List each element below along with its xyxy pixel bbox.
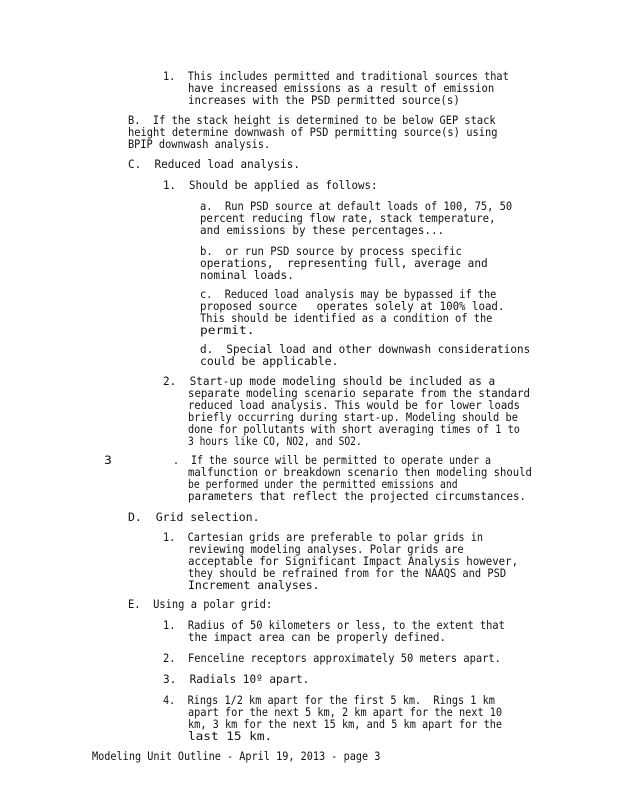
text-line: be performed under the permitted emissions and [188, 477, 458, 491]
text-line: malfunction or breakdown scenario then modeling should [188, 465, 532, 479]
text-line: have increased emissions as a result of emission [188, 81, 495, 95]
text-line: This should be identified as a condition of the [200, 311, 493, 325]
text-line: briefly occurring during start-up. Modeling should be [188, 410, 518, 424]
text-line: separate modeling scenario separate from the standard [188, 386, 530, 400]
text-line: 3. Radials 10º apart. [163, 672, 310, 686]
text-line: proposed source operates solely at 100% load. [200, 299, 505, 313]
text-line: 4. Rings 1/2 km apart for the first 5 km. Rings 1 km [163, 693, 495, 707]
text-line: Increment analyses. [188, 578, 320, 592]
text-line: the impact area can be properly defined. [188, 630, 446, 644]
text-line: d. Special load and other downwash considerations [200, 342, 531, 356]
item-number: 3 [104, 453, 112, 467]
text-line: permit. [200, 323, 255, 337]
section-heading: D. Grid selection. [128, 510, 260, 524]
text-line: 1. This includes permitted and traditional sources that [163, 69, 509, 83]
text-line: height determine downwash of PSD permitting source(s) using [128, 125, 498, 139]
text-line: 2. Start-up mode modeling should be included as a [163, 374, 496, 388]
text-line: b. or run PSD source by process specific [200, 244, 462, 258]
text-line: done for pollutants with short averaging times of 1 to [188, 422, 520, 436]
section-heading: C. Reduced load analysis. [128, 157, 301, 171]
text-line: last 15 km. [188, 729, 273, 743]
text-line: nominal loads. [200, 268, 294, 282]
text-line: 3 hours like CO, NO2, and SO2. [188, 434, 362, 448]
text-line: km, 3 km for the next 15 km, and 5 km apart for the [188, 717, 503, 731]
text-line: reduced load analysis. This would be for lower loads [188, 398, 521, 412]
text-line: c. Reduced load analysis may be bypassed if the [200, 287, 497, 301]
text-line: acceptable for Significant Impact Analysis however, [188, 554, 519, 568]
text-line: could be applicable. [200, 354, 339, 368]
text-line: 1. Radius of 50 kilometers or less, to the extent that [163, 618, 505, 632]
text-line: 2. Fenceline receptors approximately 50 meters apart. [163, 651, 501, 665]
text-line: apart for the next 5 km, 2 km apart for the next 10 [188, 705, 503, 719]
text-line: operations, representing full, average and [200, 256, 488, 270]
text-line: they should be refrained from for the NAAQS and PSD [188, 566, 507, 580]
text-line: 1. Cartesian grids are preferable to polar grids in [163, 530, 484, 544]
text-line: . If the source will be permitted to operate under a [173, 453, 491, 467]
text-line: reviewing modeling analyses. Polar grids are [188, 542, 464, 556]
page-footer: Modeling Unit Outline - April 19, 2013 - page 3 [92, 749, 381, 763]
text-line: increases with the PSD permitted source(s) [188, 93, 460, 107]
text-line: and emissions by these percentages... [200, 223, 445, 237]
text-line: a. Run PSD source at default loads of 100, 75, 50 [200, 199, 513, 213]
text-line: B. If the stack height is determined to be below GEP stack [128, 113, 496, 127]
text-line: percent reducing flow rate, stack temperature, [200, 211, 496, 225]
text-line: 1. Should be applied as follows: [163, 178, 378, 192]
text-line: BPIP downwash analysis. [128, 137, 271, 151]
section-heading: E. Using a polar grid: [128, 597, 273, 611]
text-line: parameters that reflect the projected circumstances. [188, 489, 527, 503]
